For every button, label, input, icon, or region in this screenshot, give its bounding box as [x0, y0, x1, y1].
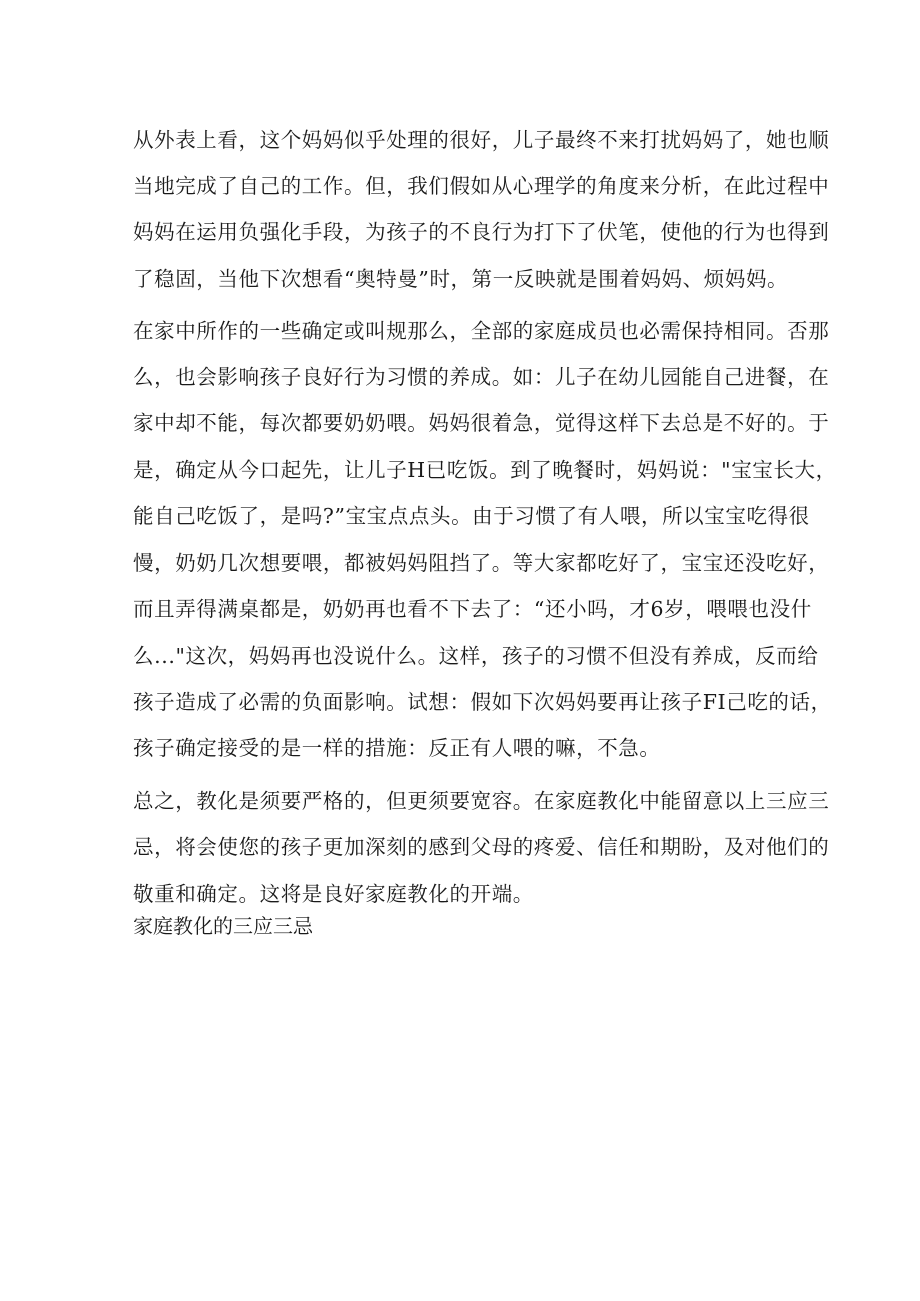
paragraph-2-line-4: 是，确定从今口起先，让儿子H已吃饭。到了晚餐时，妈妈说："宝宝长大， — [133, 458, 837, 482]
paragraph-1-line-4: 了稳固，当他下次想看“奥特曼”时，第一反映就是围着妈妈、烦妈妈。 — [133, 267, 789, 291]
paragraph-2-line-1: 在家中所作的一些确定或叫规那么，全部的家庭成员也必需保持相同。否那 — [133, 319, 830, 343]
paragraph-1-line-3: 妈妈在运用负强化手段，为孩子的不良行为打下了伏笔，使他的行为也得到 — [133, 220, 830, 244]
paragraph-2-line-8: 么..."这次，妈妈再也没说什么。这样，孩子的习惯不但没有养成，反而给 — [133, 644, 819, 668]
paragraph-2-line-3: 家中却不能，每次都要奶奶喂。妈妈很着急，觉得这样下去总是不好的。于 — [133, 411, 830, 435]
paragraph-1-line-2: 当地完成了自己的工作。但，我们假如从心理学的角度来分析，在此过程中 — [133, 174, 830, 198]
document-title: 家庭教化的三应三忌 — [133, 914, 313, 938]
paragraph-3-line-1: 总之，教化是须要严格的，但更须要宽容。在家庭教化中能留意以上三应三 — [133, 789, 830, 813]
paragraph-2-line-9: 孩子造成了必需的负面影响。试想：假如下次妈妈要再让孩子FI己吃的话， — [133, 690, 832, 714]
paragraph-3-line-3: 敬重和确定。这将是良好家庭教化的开端。 — [133, 882, 534, 906]
paragraph-3-line-2: 忌，将会使您的孩子更加深刻的感到父母的疼爱、信任和期盼，及对他们的 — [133, 835, 830, 859]
paragraph-2-line-2: 么，也会影响孩子良好行为习惯的养成。如：儿子在幼儿园能自己进餐，在 — [133, 365, 830, 389]
paragraph-2-line-5: 能自己吃饭了，是吗?”宝宝点点头。由于习惯了有人喂，所以宝宝吃得很 — [133, 504, 810, 528]
paragraph-2-line-10: 孩子确定接受的是一样的措施：反正有人喂的嘛，不急。 — [133, 736, 661, 760]
paragraph-2-line-6: 慢，奶奶几次想要喂，都被妈妈阻挡了。等大家都吃好了，宝宝还没吃好， — [133, 551, 830, 575]
paragraph-2-line-7: 而且弄得满桌都是，奶奶再也看不下去了：“还小吗，才6岁，喂喂也没什 — [133, 597, 812, 621]
paragraph-1-line-1: 从外表上看，这个妈妈似乎处理的很好，儿子最终不来打扰妈妈了，她也顺 — [133, 128, 830, 152]
